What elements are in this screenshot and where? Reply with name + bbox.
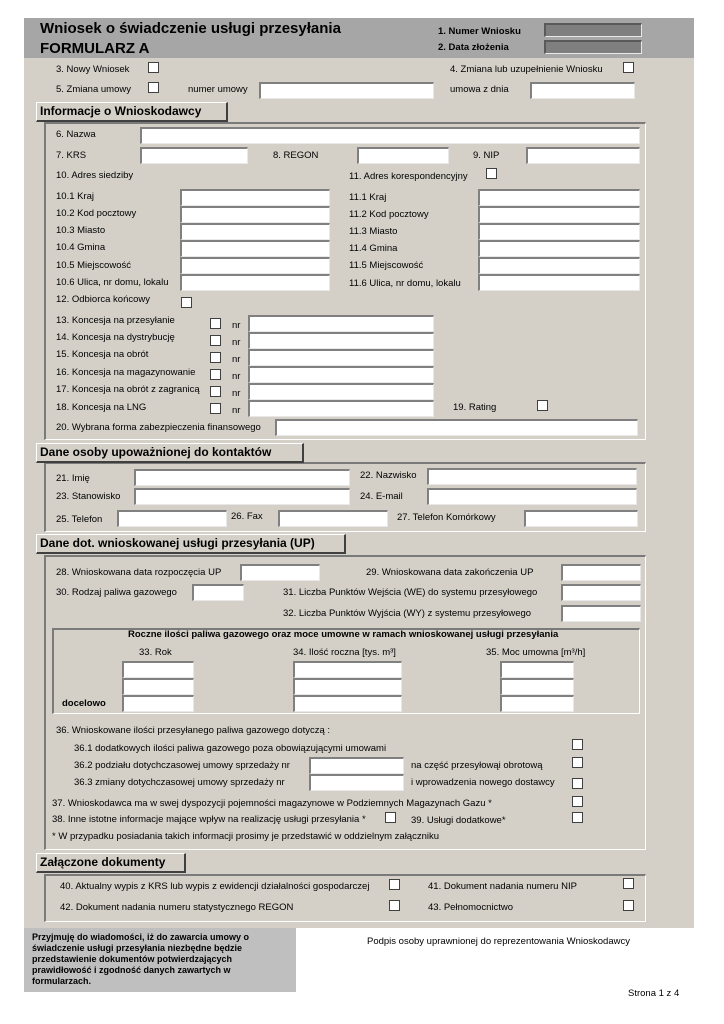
attachment-poa-label: 43. Pełnomocnictwo (428, 902, 514, 913)
concession-distribution-nr-label: nr (232, 337, 241, 348)
concession-trade-nr-label: nr (232, 354, 241, 365)
contact-section-title: Dane osoby upoważnionej do kontaktów (36, 443, 304, 463)
rating-checkbox[interactable] (537, 400, 548, 411)
exit-points-field[interactable] (561, 605, 641, 622)
corr-city-field[interactable] (478, 223, 640, 240)
concession-lng-nr-field[interactable] (248, 400, 434, 417)
quantity-field-1[interactable] (293, 661, 402, 678)
q36-3b-label: i wprowadzenia nowego dostawcy (411, 777, 555, 788)
contract-change-label: 5. Zmiana umowy (56, 84, 131, 95)
q36-1-checkbox[interactable] (572, 739, 583, 750)
nip-field[interactable] (526, 147, 640, 164)
new-application-checkbox[interactable] (148, 62, 159, 73)
attachment-nip-checkbox[interactable] (623, 878, 634, 889)
application-number-field[interactable] (544, 23, 642, 37)
corr-city-label: 11.3 Miasto (349, 226, 398, 237)
krs-field[interactable] (140, 147, 248, 164)
attachment-krs-checkbox[interactable] (389, 879, 400, 890)
last-name-field[interactable] (427, 468, 637, 485)
concession-trade-checkbox[interactable] (210, 352, 221, 363)
attachment-krs-label: 40. Aktualny wypis z KRS lub wypis z ewidencji działalności gospodarczej (60, 881, 370, 892)
form-title: Wniosek o świadczenie usługi przesyłania (40, 20, 341, 37)
first-name-field[interactable] (134, 469, 350, 486)
year-field-target[interactable] (122, 695, 194, 712)
q38-label: 38. Inne istotne informacje mające wpływ na realizację usługi przesyłania * (52, 814, 366, 825)
concession-transmission-nr-field[interactable] (248, 315, 434, 332)
q36-3-contract-field[interactable] (309, 774, 404, 791)
concession-distribution-checkbox[interactable] (210, 335, 221, 346)
corr-locality-label: 11.5 Miejscowość (349, 260, 424, 271)
power-field-target[interactable] (500, 695, 574, 712)
end-date-label: 29. Wnioskowana data zakończenia UP (366, 567, 534, 578)
q36-3-label: 36.3 zmiany dotychczasowej umowy sprzedaży nr (74, 777, 285, 788)
power-field-2[interactable] (500, 678, 574, 695)
rating-label: 19. Rating (453, 402, 497, 413)
seat-city-label: 10.3 Miasto (56, 225, 106, 236)
regon-field[interactable] (357, 147, 449, 164)
seat-address-label: 10. Adres siedziby (56, 170, 134, 181)
submission-date-field[interactable] (544, 40, 642, 54)
concession-lng-label: 18. Koncesja na LNG (56, 402, 147, 413)
corr-postcode-field[interactable] (478, 206, 640, 223)
q38-checkbox[interactable] (385, 812, 396, 823)
q36-1-label: 36.1 dodatkowych ilości paliwa gazowego poza obowiązującymi umowami (74, 743, 387, 754)
corr-country-label: 11.1 Kraj (349, 192, 387, 203)
fuel-type-field[interactable] (192, 584, 244, 601)
corr-postcode-label: 11.2 Kod pocztowy (349, 209, 429, 220)
q37-checkbox[interactable] (572, 796, 583, 807)
concession-transmission-nr-label: nr (232, 320, 241, 331)
fuel-type-label: 30. Rodzaj paliwa gazowego (56, 587, 177, 598)
end-recipient-label: 12. Odbiorca końcowy (56, 294, 150, 305)
start-date-field[interactable] (240, 564, 320, 581)
exit-points-label: 32. Liczba Punktów Wyjścia (WY) z systemu przesyłowego (283, 608, 532, 619)
q36-2-checkbox[interactable] (572, 757, 583, 768)
krs-label: 7. KRS (56, 150, 87, 161)
contract-date-label: umowa z dnia (450, 84, 509, 95)
concession-storage-nr-label: nr (232, 371, 241, 382)
application-number-label: 1. Numer Wniosku (438, 26, 521, 37)
seat-city-field[interactable] (180, 223, 330, 240)
q36-3-checkbox[interactable] (572, 778, 583, 789)
form-subtitle: FORMULARZ A (40, 40, 150, 57)
q36-2b-label: na część przesyłowąi obrotową (411, 760, 543, 771)
change-application-checkbox[interactable] (623, 62, 634, 73)
concession-storage-nr-field[interactable] (248, 366, 434, 383)
declaration-text: Przyjmuję do wiadomości, iż do zawarcia umowy o świadczenie usługi przesyłania niezbędne będzie przedstawienie dokumentów potwierdzających prawidłowość i zgodność danych zawartych w formularzach. (32, 932, 250, 986)
q36-2-label: 36.2 podziału dotychczasowej umowy sprzedaży nr (74, 760, 290, 771)
nip-label: 9. NIP (473, 150, 500, 161)
concession-transmission-label: 13. Koncesja na przesyłanie (56, 315, 175, 326)
seat-commune-field[interactable] (180, 240, 330, 257)
concession-storage-label: 16. Koncesja na magazynowanie (56, 367, 196, 378)
seat-postcode-label: 10.2 Kod pocztowy (56, 208, 137, 219)
attachment-nip-label: 41. Dokument nadania numeru NIP (428, 881, 577, 892)
mobile-field[interactable] (524, 510, 638, 527)
contract-number-field[interactable] (259, 82, 434, 99)
concession-trade-label: 15. Koncesja na obrót (56, 349, 149, 360)
signature-label: Podpis osoby uprawnionej do reprezentowania Wnioskodawcy (367, 936, 630, 947)
concession-distribution-nr-field[interactable] (248, 332, 434, 349)
email-label: 24. E-mail (360, 491, 403, 502)
seat-locality-label: 10.5 Miejscowość (56, 260, 131, 271)
q36-2-contract-field[interactable] (309, 757, 404, 774)
concession-transmission-checkbox[interactable] (210, 318, 221, 329)
correspondence-address-checkbox[interactable] (486, 168, 497, 179)
attachment-regon-checkbox[interactable] (389, 900, 400, 911)
concession-foreign-trade-nr-field[interactable] (248, 383, 434, 400)
annual-quantities-title: Roczne ilości paliwa gazowego oraz moce umowne w ramach wnioskowanej usługi przesyłania (128, 629, 559, 640)
seat-locality-field[interactable] (180, 257, 330, 274)
attachment-regon-label: 42. Dokument nadania numeru statystycznego REGON (60, 902, 294, 913)
name-label: 6. Nazwa (56, 129, 96, 140)
concession-foreign-trade-checkbox[interactable] (210, 386, 221, 397)
concession-foreign-trade-nr-label: nr (232, 388, 241, 399)
end-date-field[interactable] (561, 564, 641, 581)
attachment-poa-checkbox[interactable] (623, 900, 634, 911)
phone-field[interactable] (117, 510, 227, 527)
seat-street-field[interactable] (180, 274, 330, 291)
q39-checkbox[interactable] (572, 812, 583, 823)
quantity-field-target[interactable] (293, 695, 402, 712)
contract-number-label: numer umowy (188, 84, 248, 95)
new-application-label: 3. Nowy Wniosek (56, 64, 130, 75)
corr-country-field[interactable] (478, 189, 640, 206)
concession-trade-nr-field[interactable] (248, 349, 434, 366)
regon-label: 8. REGON (273, 150, 319, 161)
phone-label: 25. Telefon (56, 514, 103, 525)
year-field-2[interactable] (122, 678, 194, 695)
applicant-section-title: Informacje o Wnioskodawcy (36, 102, 228, 122)
service-section-title: Dane dot. wnioskowanej usługi przesyłania (UP) (36, 534, 346, 554)
entry-points-field[interactable] (561, 584, 641, 601)
contract-date-field[interactable] (530, 82, 635, 99)
q37-label: 37. Wnioskodawca ma w swej dyspozycji pojemności magazynowe w Podziemnych Magazynach Gazu * (52, 798, 492, 809)
seat-commune-label: 10.4 Gmina (56, 242, 106, 253)
submission-date-label: 2. Data złożenia (438, 42, 509, 53)
name-field[interactable] (140, 127, 640, 144)
footnote: * W przypadku posiadania takich informacji prosimy je przedstawić w oddzielnym załączniku (52, 831, 440, 842)
first-name-label: 21. Imię (56, 473, 90, 484)
corr-commune-field[interactable] (478, 240, 640, 257)
seat-country-field[interactable] (180, 189, 330, 206)
financial-security-field[interactable] (275, 419, 638, 436)
attachments-section-title: Załączone dokumenty (36, 853, 186, 873)
corr-commune-label: 11.4 Gmina (349, 243, 398, 254)
last-name-label: 22. Nazwisko (360, 470, 417, 481)
concession-lng-nr-label: nr (232, 405, 241, 416)
fax-field[interactable] (278, 510, 388, 527)
entry-points-label: 31. Liczba Punktów Wejścia (WE) do systemu przesyłowego (283, 587, 538, 598)
power-column-label: 35. Moc umowna [m³/h] (486, 647, 586, 658)
corr-street-label: 11.6 Ulica, nr domu, lokalu (349, 278, 461, 289)
page-number: Strona 1 z 4 (628, 988, 680, 999)
year-column-label: 33. Rok (139, 647, 172, 658)
fax-label: 26. Fax (231, 511, 263, 522)
q36-label: 36. Wnioskowane ilości przesyłanego paliwa gazowego dotyczą : (56, 725, 331, 736)
change-application-label: 4. Zmiana lub uzupełnienie Wniosku (450, 64, 603, 75)
mobile-label: 27. Telefon Komórkowy (397, 512, 496, 523)
financial-security-label: 20. Wybrana forma zabezpieczenia finansowego (56, 422, 261, 433)
quantity-field-2[interactable] (293, 678, 402, 695)
quantity-column-label: 34. Ilość roczna [tys. m³] (293, 647, 396, 658)
correspondence-address-label: 11. Adres korespondencyjny (349, 171, 468, 182)
email-field[interactable] (427, 488, 637, 505)
concession-lng-checkbox[interactable] (210, 403, 221, 414)
concession-foreign-trade-label: 17. Koncesja na obrót z zagranicą (56, 384, 200, 395)
seat-postcode-field[interactable] (180, 206, 330, 223)
seat-country-label: 10.1 Kraj (56, 191, 95, 202)
concession-storage-checkbox[interactable] (210, 369, 221, 380)
start-date-label: 28. Wnioskowana data rozpoczęcia UP (56, 567, 222, 578)
power-field-1[interactable] (500, 661, 574, 678)
end-recipient-checkbox[interactable] (181, 297, 192, 308)
corr-locality-field[interactable] (478, 257, 640, 274)
concession-distribution-label: 14. Koncesja na dystrybucję (56, 332, 175, 343)
contract-change-checkbox[interactable] (148, 82, 159, 93)
year-field-1[interactable] (122, 661, 194, 678)
position-field[interactable] (134, 488, 350, 505)
corr-street-field[interactable] (478, 274, 640, 291)
position-label: 23. Stanowisko (56, 491, 121, 502)
seat-street-label: 10.6 Ulica, nr domu, lokalu (56, 277, 169, 288)
q39-label: 39. Usługi dodatkowe* (411, 815, 506, 826)
target-row-label: docelowo (62, 698, 106, 709)
